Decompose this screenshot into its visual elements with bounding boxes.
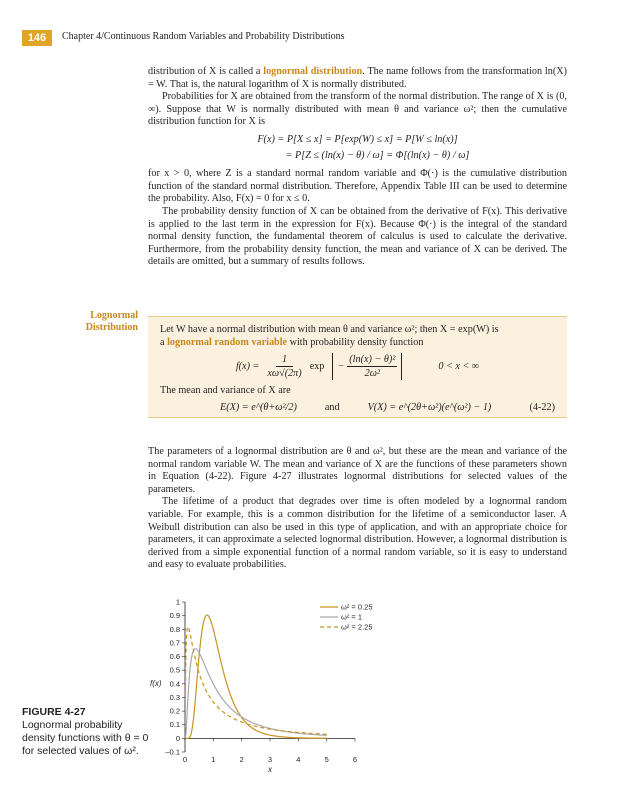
figure-title: FIGURE 4-27: [22, 706, 86, 718]
y-tick-label: 0.2: [169, 706, 180, 716]
margin-label: Lognormal Distribution: [85, 310, 138, 333]
x-tick-label: 1: [211, 755, 216, 764]
mean-variance-text: The mean and variance of X are: [160, 385, 291, 396]
legend-label: ω² = 0.25: [341, 602, 373, 612]
x-tick-label: 0: [182, 755, 188, 764]
y-tick-label: 0.6: [169, 652, 180, 662]
body-bottom: [148, 446, 567, 572]
series-line-0: [185, 615, 326, 738]
figure-caption: [22, 706, 152, 758]
body-top: [148, 66, 567, 269]
x-tick-label: 5: [324, 755, 329, 764]
legend-label: ω² = 2.25: [341, 622, 373, 632]
paragraph-5: The parameters of a lognormal distribution are θ and ω², but these are the mean and variance of the normal random variable W. The mean and variance of X are the functions of these parameters shown in Equation (4-22). Figure 4-27 illustrates lognormal distributions for selected values of the parameters.: [148, 446, 567, 495]
term-lognormal-rv: lognormal random variable: [167, 337, 288, 348]
paragraph-6: The lifetime of a product that degrades over time is often modeled by a lognormal random variable. For example, this is a common distribution for the lifetime of a semiconductor laser. A Weibull distribution can also be used in this type of application, and with an appropriate choice for parameters, it can approximate a selected lognormal distribution. However, a lognormal distribution is derived from a simple exponential function of a normal random variable, so it is easy to understand and easy to evaluate probabilities.: [148, 496, 567, 571]
x-tick-label: 6: [352, 755, 358, 764]
y-tick-label: 1: [175, 597, 180, 607]
definition-box: [148, 316, 567, 418]
chart-legend: [320, 603, 373, 632]
y-tick-label: 0.7: [169, 638, 180, 648]
y-tick-label: 0.3: [169, 692, 180, 702]
paragraph-2: Probabilities for X are obtained from the transform of the normal distribution. The range of X is (0, ∞). Suppose that W is normally distributed with mean θ and variance ω²; then the cumulative distribution function for X is: [148, 91, 567, 128]
paragraph-4: The probability density function of X can be obtained from the derivative of F(x). This derivative is applied to the last term in the expression for F(x). Because Φ(·) is the integral of the standard normal density function, the fundamental theorem of calculus is used to calculate the derivative. Furthermore, from the probability density function, the mean and variance of X can be derived. The details are omitted, but a summary of results follows.: [148, 205, 567, 268]
box-line-2: a lognormal random variable with probability density function: [160, 337, 424, 348]
paragraph-1: distribution of X is called a lognormal distribution. The name follows from the transformation ln(X) = W. That is, the natural logarithm of X is normally distributed.: [148, 66, 567, 90]
chart-axes: [150, 598, 357, 775]
y-axis-label: f(x): [150, 678, 162, 688]
equation-cdf-1: F(x) = P[X ≤ x] = P[exp(W) ≤ x] = P[W ≤ ln(x)]: [257, 133, 458, 145]
lognormal-chart: [140, 592, 400, 772]
y-tick-label: –0.1: [165, 747, 180, 757]
page-number: 146: [22, 30, 52, 46]
x-axis-label: x: [268, 765, 272, 774]
y-tick-label: 0: [175, 733, 180, 743]
mean-variance-equation: E(X) = e^(θ+ω²/2) and V(X) = e^(2θ+ω²)(e^(ω²) − 1) (4-22): [220, 402, 555, 413]
legend-label: ω² = 1: [341, 612, 363, 622]
series-line-1: [185, 649, 326, 738]
chapter-title: Chapter 4/Continuous Random Variables and Probability Distributions: [62, 31, 345, 42]
equation-cdf-2: = P[Z ≤ (ln(x) − θ) / ω] = Φ[(ln(x) − θ) / ω]: [285, 149, 470, 161]
y-tick-label: 0.1: [169, 720, 180, 730]
equation-number: (4-22): [529, 402, 555, 413]
box-line-1: Let W have a normal distribution with mean θ and variance ω²; then X = exp(W) is: [160, 324, 499, 335]
figure-caption-text: Lognormal probability density functions with θ = 0 for selected values of ω².: [22, 719, 149, 757]
page-header: [0, 30, 639, 48]
chart-curves: [185, 615, 326, 738]
y-tick-label: 0.5: [169, 665, 180, 675]
pdf-equation: f(x) = $\frac{1}{x\omega√(2\pi)}$ exp − $\frac{\text{(ln(x) − θ)²}}{\text{2ω²}}$ 0 < x < ∞: [235, 354, 480, 379]
y-tick-label: 0.4: [169, 679, 180, 689]
y-tick-label: 0.8: [169, 624, 180, 634]
term-lognormal-distribution: lognormal distribution: [263, 66, 363, 77]
paragraph-3: for x > 0, where Z is a standard normal random variable and Φ(·) is the cumulative distribution function of the standard normal distribution. Therefore, Appendix Table III can be used to determine the probability. Also, F(x) = 0 for x ≤ 0.: [148, 168, 567, 205]
series-line-2: [185, 627, 326, 735]
x-tick-label: 2: [239, 755, 244, 764]
x-tick-label: 3: [267, 755, 273, 764]
x-tick-label: 4: [296, 755, 301, 764]
y-tick-label: 0.9: [169, 611, 180, 621]
